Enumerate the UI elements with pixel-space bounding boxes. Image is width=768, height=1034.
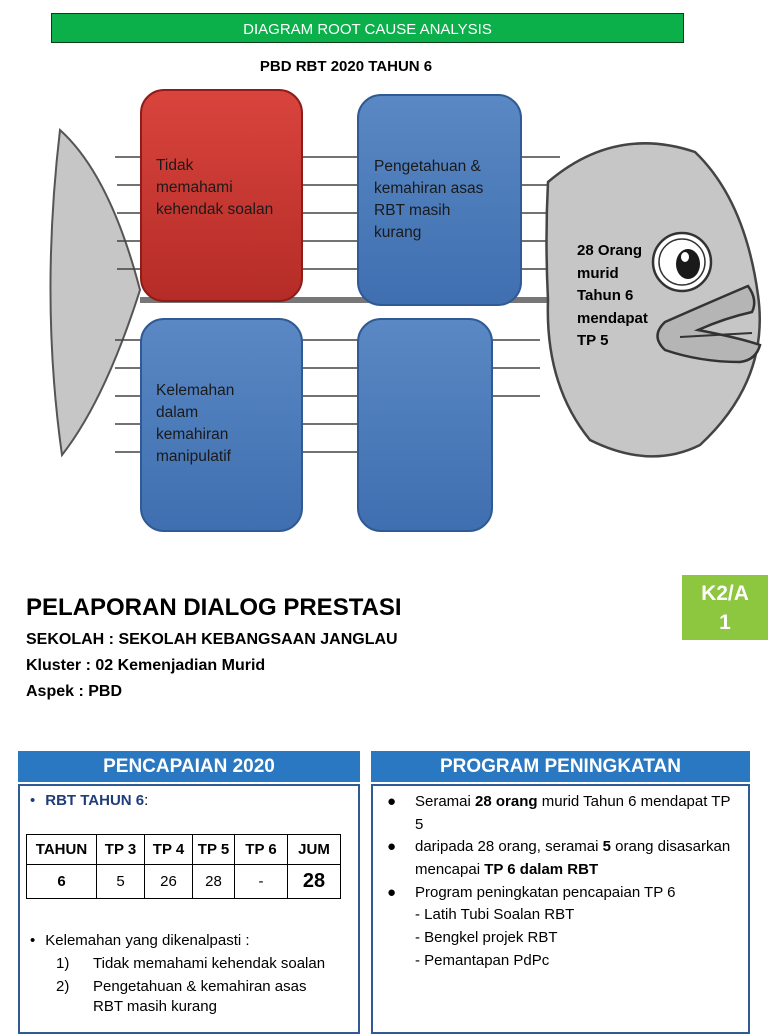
- weakness-item: [56, 975, 306, 998]
- weakness-text-continued: RBT masih kurang: [93, 998, 217, 1015]
- table-header: TAHUN: [27, 835, 97, 865]
- table-cell: 5: [97, 865, 145, 899]
- table-header: TP 6: [235, 835, 288, 865]
- cause-box-bottom-right: [357, 318, 493, 532]
- weakness-text: Tidak memahami kehendak soalan: [93, 955, 326, 972]
- weakness-number: 1): [56, 955, 70, 972]
- weakness-title: [30, 932, 250, 949]
- table-header: TP 3: [97, 835, 145, 865]
- k2a-badge: K2/A 1: [682, 575, 768, 640]
- text-part: Seramai: [415, 793, 476, 810]
- bullet-dot: ●: [387, 838, 397, 855]
- table-cell: 26: [145, 865, 193, 899]
- cause-text: Pengetahuan & kemahiran asas RBT masih kurang: [374, 158, 484, 241]
- text-part: orang disasarkan mencapai: [415, 838, 731, 878]
- program-item-text: [387, 836, 742, 881]
- program-sub-item: - Bengkel projek RBT: [415, 929, 558, 946]
- bullet-dot: •: [30, 792, 36, 809]
- bullet-dot: ●: [387, 884, 397, 901]
- effect-text: 28 Orang murid Tahun 6 mendapat TP 5: [577, 242, 648, 349]
- tp-table: [26, 834, 341, 899]
- program-item: [387, 882, 742, 905]
- cause-text: Kelemahan dalam kemahiran manipulatif: [156, 382, 235, 465]
- text-part: daripada 28 orang, seramai: [415, 838, 603, 855]
- table-cell: 6: [27, 865, 97, 899]
- text-bold: 5: [602, 838, 611, 855]
- cause-box-top-right: [357, 94, 522, 306]
- program-item-text: Program peningkatan pencapaian TP 6: [415, 884, 676, 901]
- weakness-title-text: Kelemahan yang dikenalpasti :: [45, 932, 250, 949]
- text-bold: TP 6 dalam RBT: [484, 860, 599, 878]
- table-header: JUM: [288, 835, 341, 865]
- table-cell: -: [235, 865, 288, 899]
- pencapaian-heading: PENCAPAIAN 2020: [18, 751, 360, 782]
- program-heading: PROGRAM PENINGKATAN: [371, 751, 750, 782]
- diagram-subtitle: PBD RBT 2020 TAHUN 6: [259, 58, 433, 75]
- bullet-dot: ●: [387, 793, 397, 810]
- table-header-row: [27, 835, 341, 865]
- aspek-line: Aspek : PBD: [26, 683, 123, 700]
- program-item: [387, 836, 742, 881]
- text-bold: 28 orang: [475, 793, 538, 810]
- fish-tail: [50, 130, 140, 455]
- table-cell-total: 28: [288, 865, 341, 899]
- school-line: SEKOLAH : SEKOLAH KEBANGSAAN JANGLAU: [26, 631, 398, 648]
- program-item: [387, 791, 742, 836]
- table-header: TP 5: [193, 835, 235, 865]
- program-sub-item: - Latih Tubi Soalan RBT: [415, 906, 575, 923]
- bullet-dot: •: [30, 932, 36, 949]
- program-sub-item: - Pemantapan PdPc: [415, 952, 550, 969]
- weakness-text: Pengetahuan & kemahiran asas: [93, 978, 307, 995]
- text-part: murid Tahun 6 mendapat TP 5: [415, 793, 731, 833]
- fish-eye: [653, 233, 711, 291]
- weakness-number: 2): [56, 978, 70, 995]
- cause-text: Tidak memahami kehendak soalan: [156, 157, 274, 218]
- weakness-item: [56, 952, 325, 975]
- table-cell: 28: [193, 865, 235, 899]
- rbt-label-text: RBT TAHUN 6: [45, 792, 145, 809]
- rbt-label: [30, 792, 148, 809]
- cause-box-bottom-left: [140, 318, 303, 532]
- table-row: [27, 865, 341, 899]
- report-title: PELAPORAN DIALOG PRESTASI: [26, 594, 402, 621]
- kluster-line: Kluster : 02 Kemenjadian Murid: [26, 657, 266, 674]
- diagram-title-bar: DIAGRAM ROOT CAUSE ANALYSIS: [51, 13, 684, 43]
- table-header: TP 4: [145, 835, 193, 865]
- program-item-text: [387, 791, 742, 836]
- cause-box-top-left: [140, 89, 303, 302]
- rbt-colon: :: [144, 792, 149, 809]
